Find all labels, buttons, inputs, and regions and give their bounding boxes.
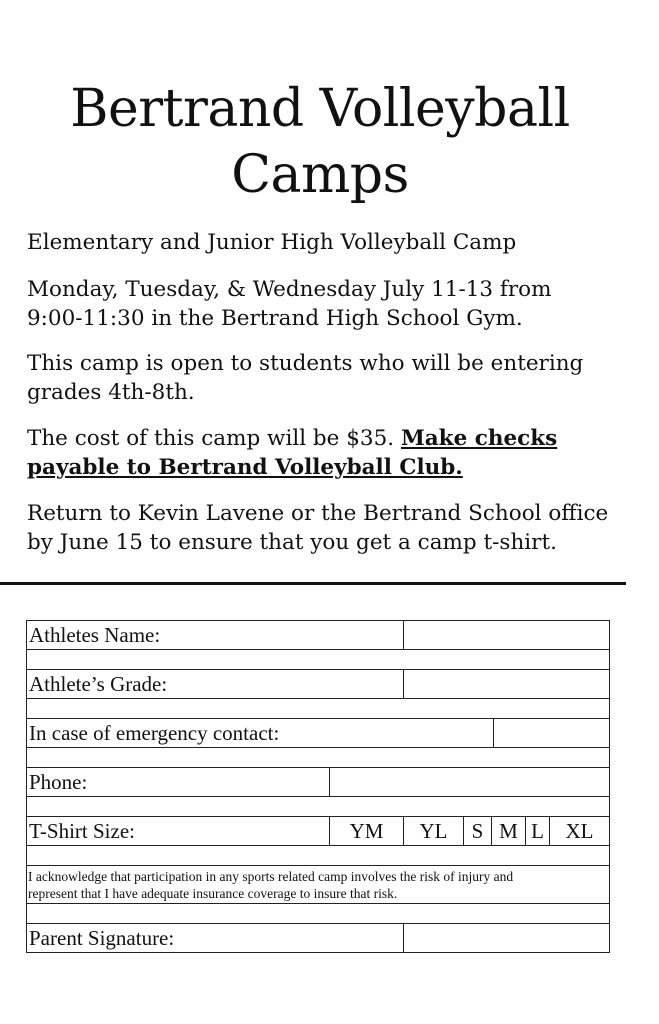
athlete-grade-row bbox=[27, 670, 609, 699]
eligibility-line-1: This camp is open to students who will be entering bbox=[27, 351, 584, 376]
title-line-1: Bertrand Volleyball bbox=[70, 79, 570, 139]
acknowledgement-line-2: represent that I have adequate insurance coverage to insure that risk. bbox=[28, 886, 398, 901]
parent-signature-field[interactable] bbox=[403, 924, 609, 952]
acknowledgement-line-1: I acknowledge that participation in any sports related camp involves the risk of injury and bbox=[28, 869, 514, 884]
camp-name bbox=[27, 228, 627, 257]
size-option-ym[interactable]: YM bbox=[329, 817, 403, 845]
size-option-yl[interactable]: YL bbox=[403, 817, 463, 845]
form-spacer-row bbox=[27, 846, 609, 866]
size-option-s[interactable]: S bbox=[463, 817, 491, 845]
athlete-name-row bbox=[27, 621, 609, 650]
checks-note-line-1: Make checks bbox=[400, 426, 558, 451]
checks-note-line-2: payable to Bertrand Volleyball Club. bbox=[27, 455, 463, 480]
schedule-paragraph bbox=[27, 275, 627, 333]
return-line-1: Return to Kevin Lavene or the Bertrand School office bbox=[27, 501, 609, 526]
cost-text: The cost of this camp will be $35. bbox=[27, 426, 395, 451]
form-spacer-row bbox=[27, 650, 609, 670]
form-spacer-row bbox=[27, 797, 609, 817]
schedule-line-2: 9:00-11:30 in the Bertrand High School Gym. bbox=[27, 306, 523, 331]
form-spacer-row bbox=[27, 904, 609, 924]
cut-line-divider bbox=[0, 582, 626, 585]
acknowledgement-text bbox=[27, 866, 513, 903]
emergency-contact-label: In case of emergency contact: bbox=[29, 720, 280, 745]
camp-name-text: Elementary and Junior High Volleyball Camp bbox=[27, 230, 517, 255]
cost-paragraph bbox=[27, 424, 627, 482]
athlete-name-label: Athletes Name: bbox=[29, 622, 161, 647]
athlete-grade-label: Athlete’s Grade: bbox=[29, 671, 168, 696]
emergency-contact-row bbox=[27, 719, 609, 748]
tshirt-size-row bbox=[27, 817, 609, 846]
parent-signature-row bbox=[27, 924, 609, 953]
phone-row bbox=[27, 768, 609, 797]
eligibility-paragraph bbox=[27, 349, 627, 407]
phone-label: Phone: bbox=[29, 769, 88, 794]
return-line-2: by June 15 to ensure that you get a camp t-shirt. bbox=[27, 530, 557, 555]
tshirt-size-label: T-Shirt Size: bbox=[29, 818, 135, 843]
athlete-name-field[interactable] bbox=[403, 621, 609, 649]
phone-field[interactable] bbox=[329, 768, 609, 796]
acknowledgement-row bbox=[27, 866, 609, 904]
return-paragraph bbox=[27, 499, 627, 557]
eligibility-line-2: grades 4th-8th. bbox=[27, 380, 195, 405]
registration-form bbox=[26, 620, 610, 953]
athlete-grade-field[interactable] bbox=[403, 670, 609, 698]
page-title bbox=[0, 76, 640, 208]
size-option-xl[interactable]: XL bbox=[549, 817, 609, 845]
form-spacer-row bbox=[27, 748, 609, 768]
size-option-l[interactable]: L bbox=[525, 817, 549, 845]
size-option-m[interactable]: M bbox=[491, 817, 525, 845]
schedule-line-1: Monday, Tuesday, & Wednesday July 11-13 from bbox=[27, 277, 552, 302]
title-line-2: Camps bbox=[231, 145, 409, 205]
parent-signature-label: Parent Signature: bbox=[29, 925, 175, 950]
emergency-contact-field[interactable] bbox=[493, 719, 609, 747]
form-spacer-row bbox=[27, 699, 609, 719]
